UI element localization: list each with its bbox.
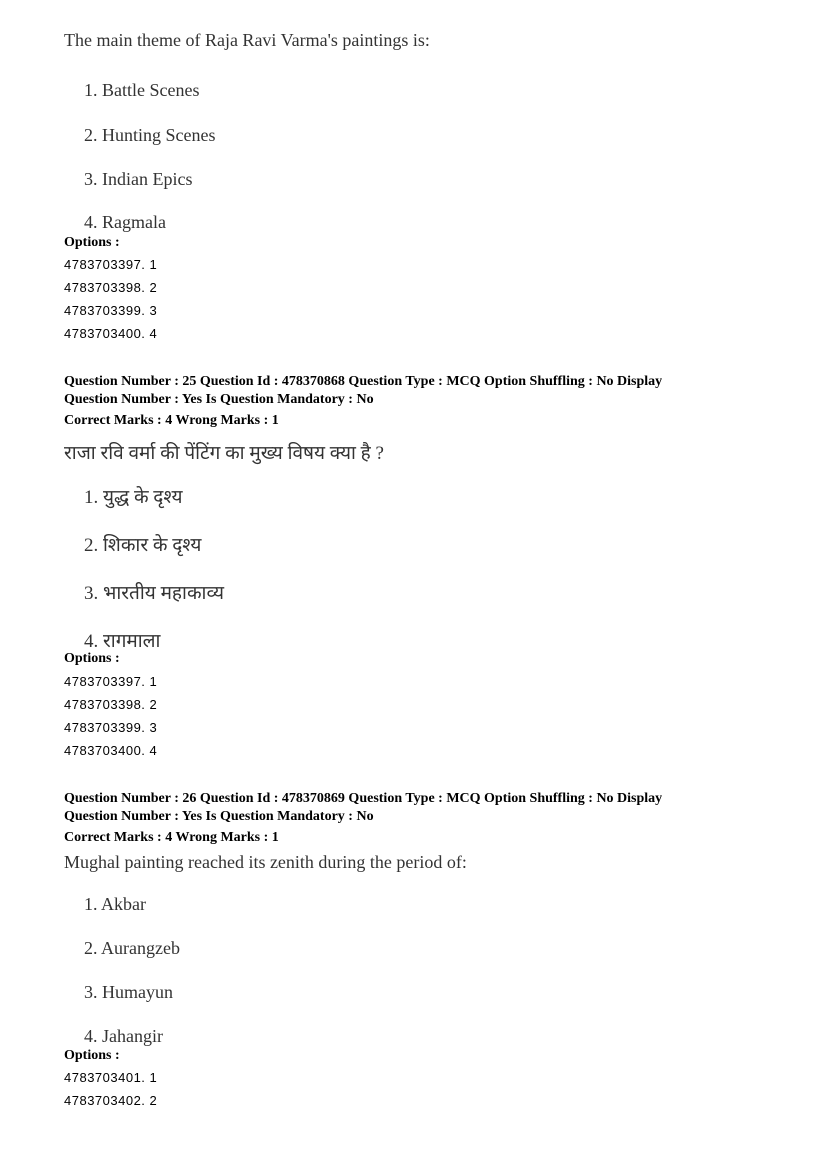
question-text: Mughal painting reached its zenith during the period of:	[64, 852, 467, 872]
question-meta: Correct Marks : 4 Wrong Marks : 1	[64, 413, 279, 428]
answer-option: 1. Battle Scenes	[84, 80, 200, 100]
question-meta: Question Number : Yes Is Question Mandatory : No	[64, 392, 374, 407]
option-id: 4783703397. 1	[64, 674, 158, 689]
options-label: Options :	[64, 1048, 120, 1063]
option-id: 4783703399. 3	[64, 303, 158, 318]
option-id: 4783703400. 4	[64, 326, 158, 341]
answer-option: 1. युद्ध के दृश्य	[84, 487, 183, 508]
answer-option: 3. Humayun	[84, 982, 173, 1002]
answer-option: 4. Jahangir	[84, 1026, 163, 1046]
answer-option: 2. शिकार के दृश्य	[84, 535, 202, 556]
answer-option: 2. Aurangzeb	[84, 938, 180, 958]
answer-option: 4. रागमाला	[84, 631, 161, 652]
answer-option: 2. Hunting Scenes	[84, 125, 216, 145]
option-id: 4783703401. 1	[64, 1070, 158, 1085]
answer-option: 3. भारतीय महाकाव्य	[84, 583, 224, 604]
option-id: 4783703398. 2	[64, 697, 158, 712]
question-text: राजा रवि वर्मा की पेंटिंग का मुख्य विषय क्या है ?	[64, 443, 384, 464]
option-id: 4783703397. 1	[64, 257, 158, 272]
question-meta: Question Number : 25 Question Id : 478370868 Question Type : MCQ Option Shuffling : No Display	[64, 374, 663, 389]
answer-option: 1. Akbar	[84, 894, 146, 914]
answer-option: 3. Indian Epics	[84, 169, 193, 189]
question-meta: Question Number : Yes Is Question Mandatory : No	[64, 809, 374, 824]
option-id: 4783703400. 4	[64, 743, 158, 758]
options-label: Options :	[64, 651, 120, 666]
question-meta: Question Number : 26 Question Id : 478370869 Question Type : MCQ Option Shuffling : No Display	[64, 791, 663, 806]
option-id: 4783703399. 3	[64, 720, 158, 735]
option-id: 4783703398. 2	[64, 280, 158, 295]
answer-option: 4. Ragmala	[84, 212, 166, 232]
question-meta: Correct Marks : 4 Wrong Marks : 1	[64, 830, 279, 845]
options-label: Options :	[64, 235, 120, 250]
question-text: The main theme of Raja Ravi Varma's paintings is:	[64, 30, 430, 50]
option-id: 4783703402. 2	[64, 1093, 158, 1108]
